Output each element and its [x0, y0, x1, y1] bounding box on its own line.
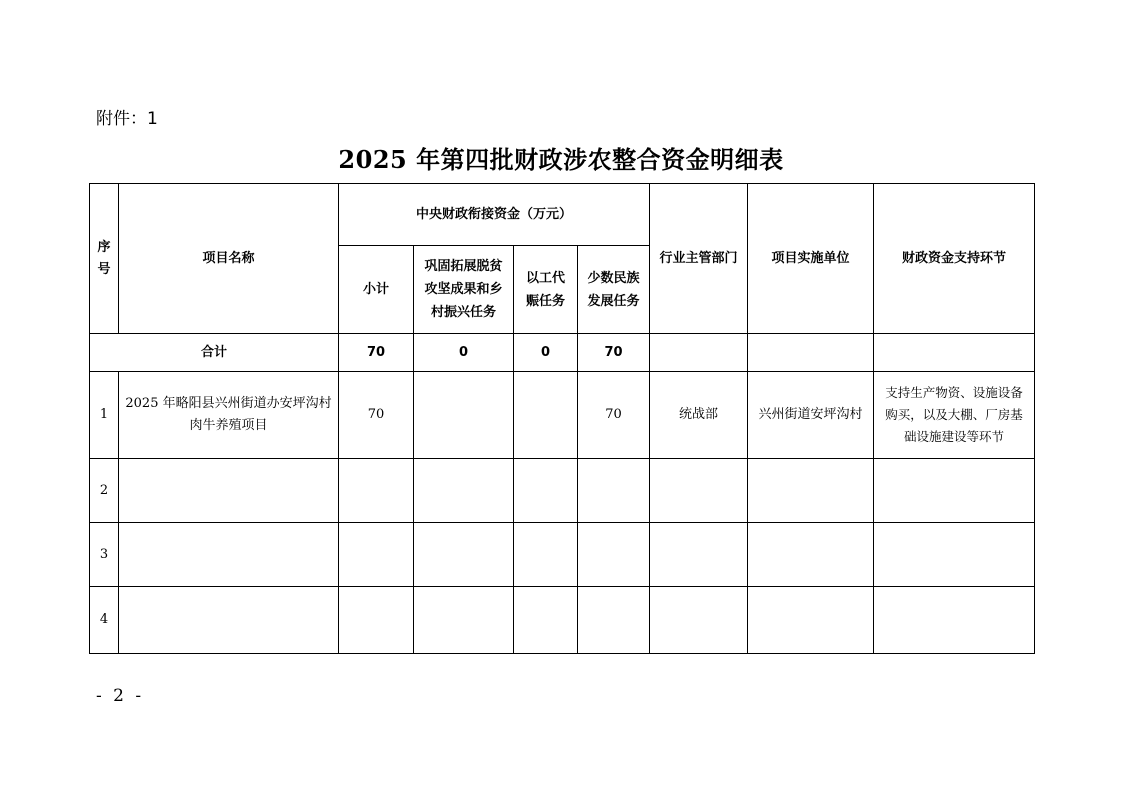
row-work-relief — [514, 523, 578, 587]
header-support: 财政资金支持环节 — [874, 184, 1035, 334]
row-implementer: 兴州街道安坪沟村 — [748, 372, 874, 459]
row-seq: 4 — [90, 587, 119, 654]
total-subtotal: 70 — [339, 334, 414, 372]
row-department: 统战部 — [650, 372, 748, 459]
row-consolidate — [414, 372, 514, 459]
row-subtotal — [339, 523, 414, 587]
total-label: 合计 — [90, 334, 339, 372]
row-seq: 3 — [90, 523, 119, 587]
row-implementer — [748, 523, 874, 587]
header-seq: 序 号 — [90, 184, 119, 334]
total-minority: 70 — [578, 334, 650, 372]
row-implementer — [748, 587, 874, 654]
row-project-name — [119, 459, 339, 523]
table-row — [90, 587, 1035, 654]
header-project-name: 项目名称 — [119, 184, 339, 334]
row-department — [650, 587, 748, 654]
row-support: 支持生产物资、设施设备 购买，以及大棚、厂房基 础设施建设等环节 — [874, 372, 1035, 459]
total-work-relief: 0 — [514, 334, 578, 372]
row-seq: 2 — [90, 459, 119, 523]
header-consolidate: 巩固拓展脱贫 攻坚成果和乡 村振兴任务 — [414, 246, 514, 334]
total-support — [874, 334, 1035, 372]
row-project-name — [119, 523, 339, 587]
fund-detail-table — [89, 183, 1035, 654]
document-title: 2025 年第四批财政涉农整合资金明细表 — [338, 145, 784, 174]
row-consolidate — [414, 523, 514, 587]
row-seq: 1 — [90, 372, 119, 459]
row-support — [874, 459, 1035, 523]
header-implementer: 项目实施单位 — [748, 184, 874, 334]
row-minority: 70 — [578, 372, 650, 459]
attachment-label: 附件：1 — [96, 109, 158, 129]
row-work-relief — [514, 372, 578, 459]
row-consolidate — [414, 587, 514, 654]
header-central-fund-group: 中央财政衔接资金（万元） — [339, 184, 650, 246]
row-consolidate — [414, 459, 514, 523]
row-department — [650, 459, 748, 523]
row-project-name — [119, 587, 339, 654]
total-department — [650, 334, 748, 372]
row-department — [650, 523, 748, 587]
row-support — [874, 587, 1035, 654]
row-minority — [578, 523, 650, 587]
row-work-relief — [514, 587, 578, 654]
header-row-1 — [90, 184, 1035, 246]
header-work-relief: 以工代 赈任务 — [514, 246, 578, 334]
row-implementer — [748, 459, 874, 523]
row-project-name: 2025 年略阳县兴州街道办安坪沟村 肉牛养殖项目 — [119, 372, 339, 459]
total-implementer — [748, 334, 874, 372]
row-subtotal — [339, 587, 414, 654]
row-minority — [578, 459, 650, 523]
row-subtotal — [339, 459, 414, 523]
row-work-relief — [514, 459, 578, 523]
table-row — [90, 459, 1035, 523]
table-row — [90, 372, 1035, 459]
header-subtotal: 小计 — [339, 246, 414, 334]
row-support — [874, 523, 1035, 587]
total-consolidate: 0 — [414, 334, 514, 372]
total-row — [90, 334, 1035, 372]
header-department: 行业主管部门 — [650, 184, 748, 334]
row-minority — [578, 587, 650, 654]
table-row — [90, 523, 1035, 587]
header-minority: 少数民族 发展任务 — [578, 246, 650, 334]
page-number: - 2 - — [96, 686, 145, 706]
row-subtotal: 70 — [339, 372, 414, 459]
